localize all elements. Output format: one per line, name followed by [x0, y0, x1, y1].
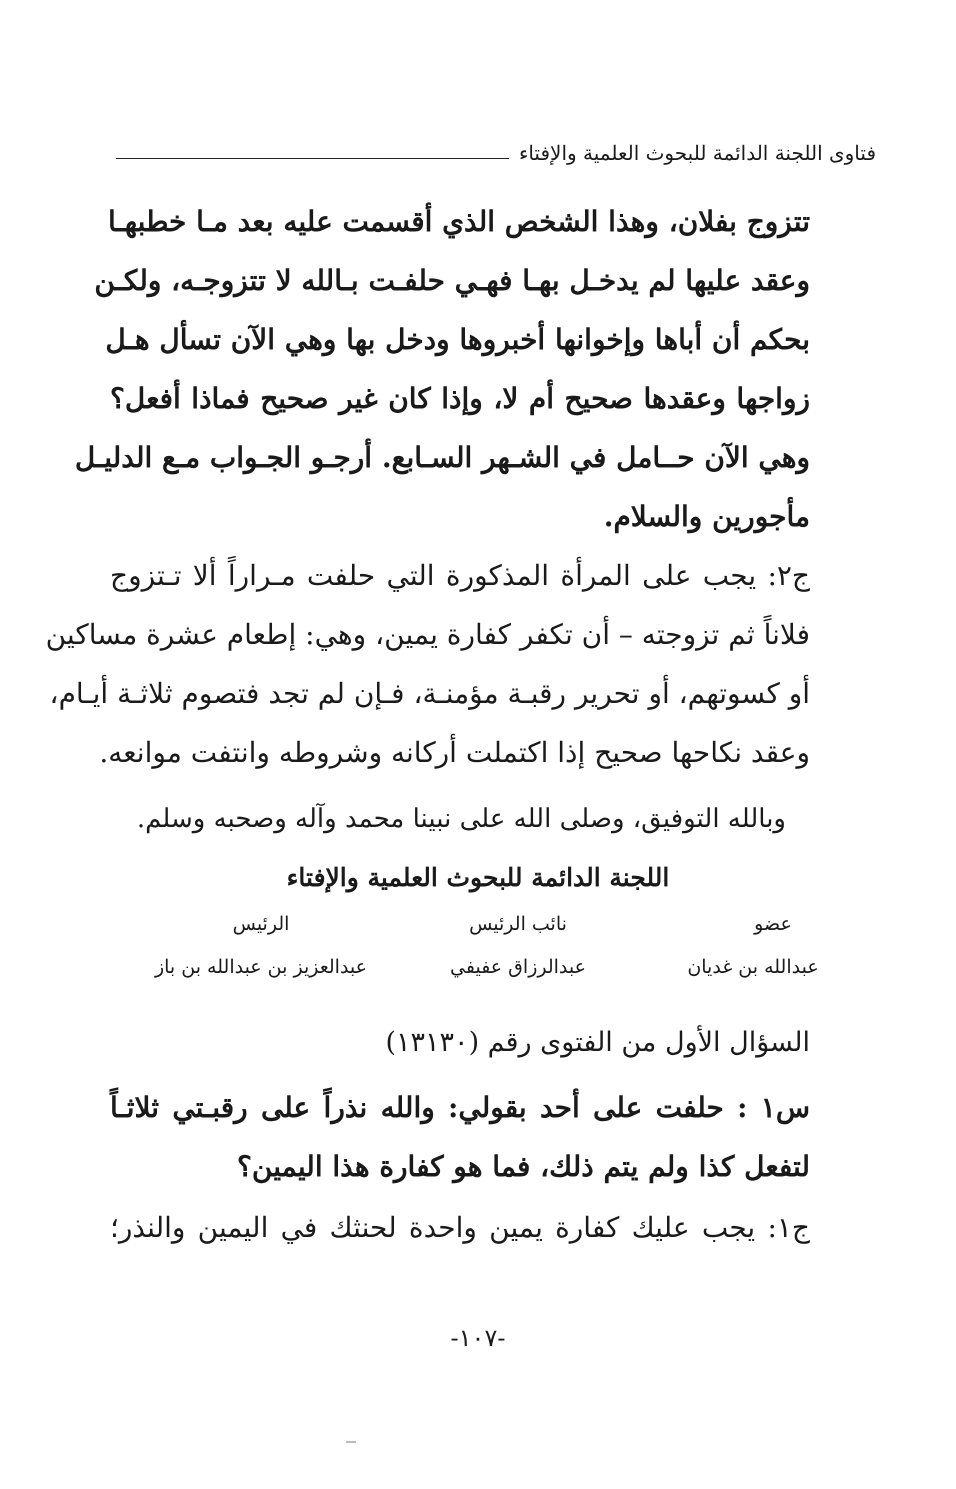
page-number: -١٠٧-: [450, 1324, 506, 1352]
header-rule: [116, 158, 509, 159]
question-1: [110, 1078, 810, 1196]
text-line: وعقد نكاحها صحيح إذا اكتملت أركانه وشروطه وانتفت موانعه.: [99, 736, 810, 769]
text-line: ج١: يجب عليك كفارة يمين واحدة لحنثك في اليمين والنذر؛: [110, 1211, 810, 1244]
text-line: لتفعل كذا ولم يتم ذلك، فما هو كفارة هذا اليمين؟: [237, 1150, 810, 1183]
text-line: فلاناً ثم تزوجته – أن تكفر كفارة يمين، وهي: إطعام عشرة مساكين: [45, 618, 810, 651]
signatory-role: نائب الرئيس: [469, 913, 567, 935]
closing-formula: وبالله التوفيق، وصلى الله على نبينا محمد وآله وصحبه وسلم.: [136, 804, 786, 834]
text-line: وعقد عليها لم يدخـل بهـا فهـي حلفـت بـالله لا تتزوجـه، ولكـن: [94, 264, 810, 297]
text-line: بحكم أن أباها وإخوانها أخبروها ودخل بها وهي الآن تسأل هـل: [105, 323, 810, 356]
text-line: تتزوج بفلان، وهذا الشخص الذي أقسمت عليه بعد مـا خطبهـا: [108, 205, 810, 238]
fatwa-heading: السؤال الأول من الفتوى رقم (١٣١٣٠): [385, 1027, 810, 1058]
signatory-role: الرئيس: [232, 913, 290, 935]
signatory-name: عبدالعزيز بن عبدالله بن باز: [154, 956, 368, 978]
signatory-name: عبدالرزاق عفيفي: [450, 956, 586, 978]
scan-speck: [346, 1441, 356, 1443]
book-title: فتاوى اللجنة الدائمة للبحوث العلمية والإفتاء: [518, 141, 876, 165]
answer-1: [110, 1198, 810, 1257]
signatory-role: عضو: [754, 913, 792, 935]
text-line: س١ : حلفت على أحد بقولي: والله نذراً على رقبـتي ثلاثـاً: [110, 1091, 810, 1124]
signatory-name: عبدالله بن غديان: [687, 956, 819, 978]
running-header: [116, 138, 876, 168]
text-line: زواجها وعقدها صحيح أم لا، وإذا كان غير صحيح فماذا أفعل؟: [110, 382, 811, 415]
text-line: مأجورين والسلام.: [603, 500, 810, 533]
committee-name: اللجنة الدائمة للبحوث العلمية والإفتاء: [286, 863, 670, 892]
text-line: ج٢: يجب على المرأة المذكورة التي حلفت مـراراً ألا تـتزوج: [110, 559, 810, 592]
answer-2: [45, 546, 810, 782]
question-continuation: [74, 192, 811, 546]
text-line: أو كسوتهم، أو تحرير رقبـة مؤمنـة، فـإن لم تجد فتصوم ثلاثـة أيـام،: [49, 677, 810, 710]
text-line: وهي الآن حــامل في الشـهر السـابع. أرجـو الجـواب مـع الدليـل: [74, 441, 810, 474]
